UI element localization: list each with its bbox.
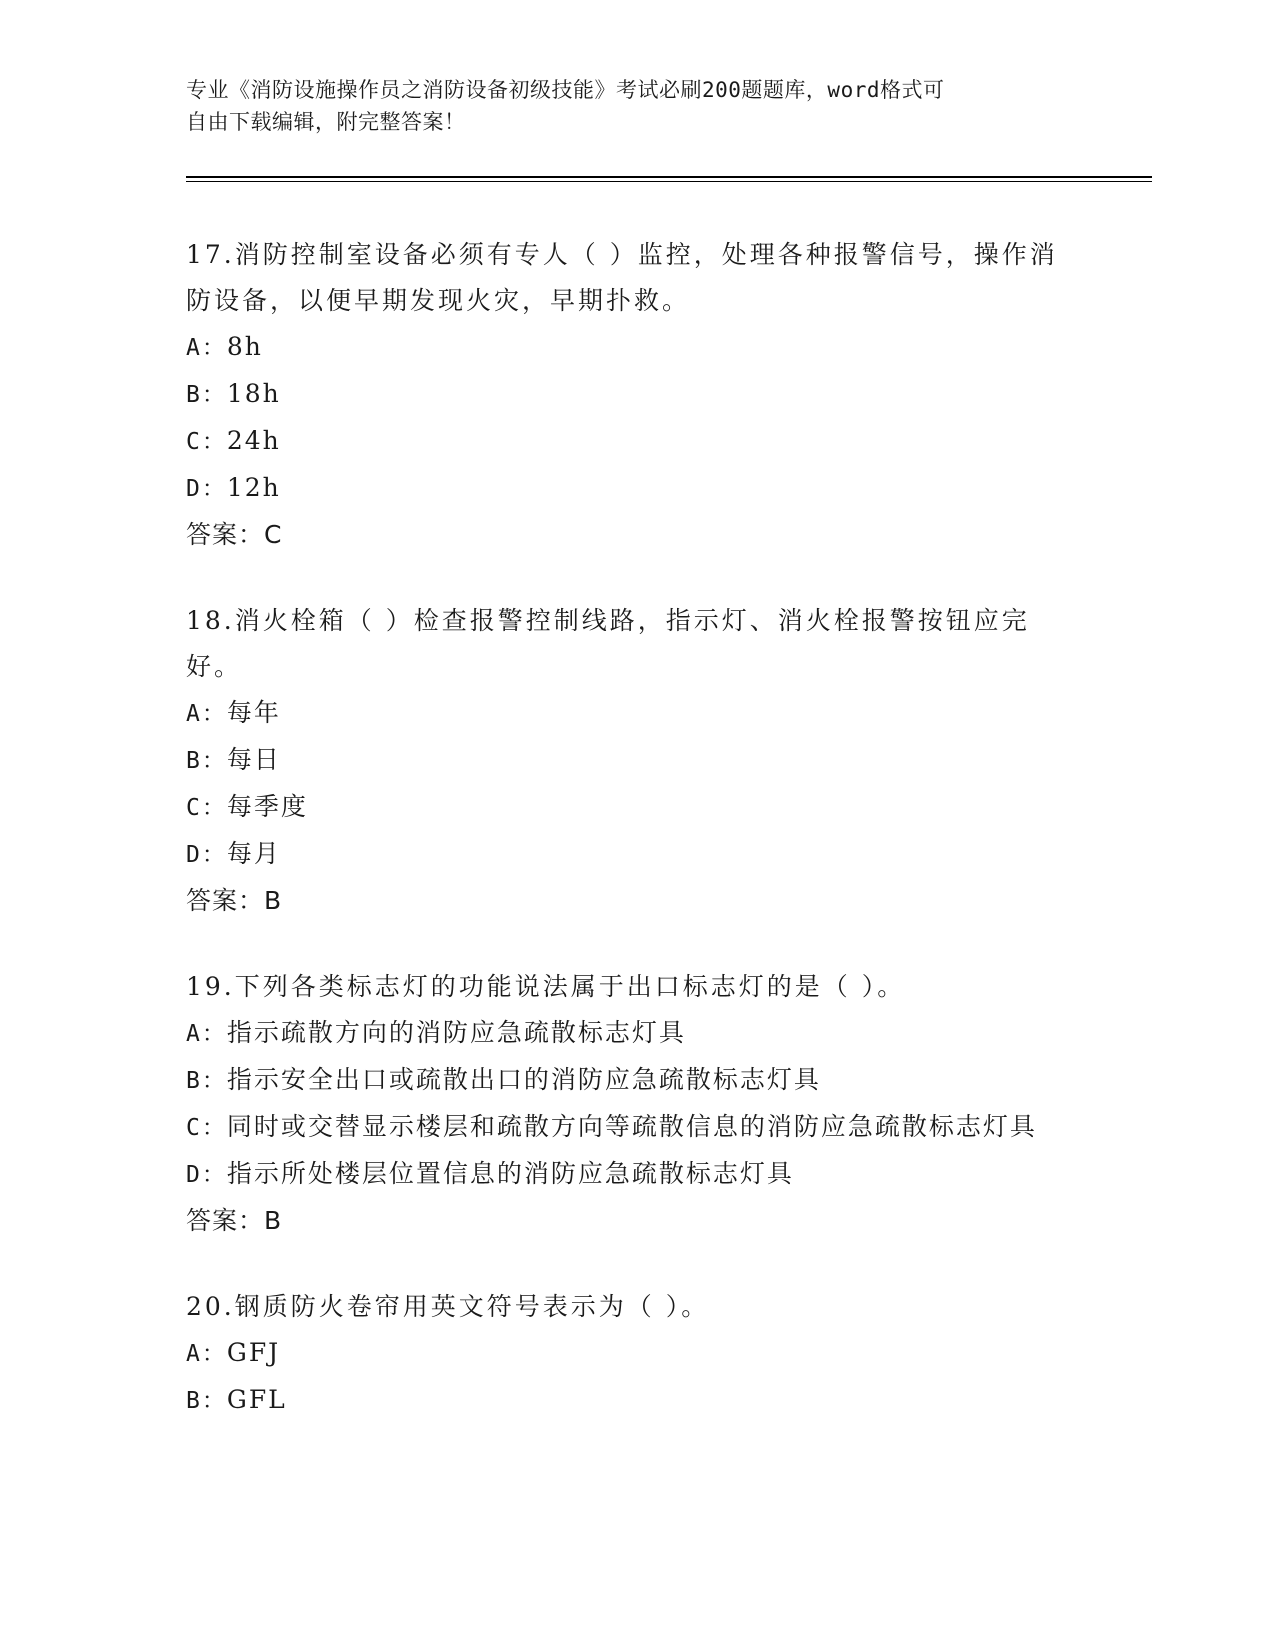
document-header	[186, 74, 1066, 138]
option-c	[186, 784, 1066, 831]
question-list	[186, 232, 1066, 1466]
option-text: 指示所处楼层位置信息的消防应急疏散标志灯具	[226, 1159, 794, 1188]
header-line-1: 专业《消防设施操作员之消防设备初级技能》考试必刷200题题库，word格式可	[186, 78, 945, 102]
option-text: 指示安全出口或疏散出口的消防应急疏散标志灯具	[226, 1065, 821, 1094]
answer-line: 答案：B	[186, 1206, 283, 1235]
question-20	[186, 1284, 1066, 1424]
option-d	[186, 1151, 1066, 1198]
option-d	[186, 465, 1066, 512]
option-key: A：	[186, 1021, 227, 1047]
option-key: C：	[186, 429, 227, 455]
option-key: A：	[186, 1341, 227, 1367]
question-17	[186, 232, 1066, 558]
option-text: 同时或交替显示楼层和疏散方向等疏散信息的消防应急疏散标志灯具	[226, 1112, 1037, 1141]
option-text: 12h	[226, 473, 281, 502]
option-key: B：	[186, 1068, 227, 1094]
option-key: B：	[186, 1388, 227, 1414]
option-text: 每日	[226, 745, 281, 774]
option-key: A：	[186, 335, 227, 361]
option-key: A：	[186, 701, 227, 727]
option-text: 24h	[226, 426, 281, 455]
option-key: D：	[186, 1162, 227, 1188]
option-key: C：	[186, 795, 227, 821]
option-a	[186, 690, 1066, 737]
option-b	[186, 371, 1066, 418]
question-18	[186, 598, 1066, 924]
question-stem: 20.钢质防火卷帘用英文符号表示为（ ）。	[186, 1292, 710, 1321]
option-text: 8h	[226, 332, 263, 361]
answer-line: 答案：C	[186, 520, 283, 549]
question-19	[186, 964, 1066, 1244]
question-stem: 19.下列各类标志灯的功能说法属于出口标志灯的是（ ）。	[186, 972, 906, 1001]
question-stem: 17.消防控制室设备必须有专人（ ）监控，处理各种报警信号，操作消防设备，以便早期发现火灾，早期扑救。	[186, 240, 1058, 315]
option-text: GFJ	[226, 1338, 281, 1367]
option-text: 每年	[226, 698, 281, 727]
option-key: D：	[186, 842, 227, 868]
option-a	[186, 1330, 1066, 1377]
option-b	[186, 737, 1066, 784]
option-c	[186, 1104, 1066, 1151]
option-c	[186, 418, 1066, 465]
option-key: D：	[186, 476, 227, 502]
option-text: 18h	[226, 379, 281, 408]
answer-line: 答案：B	[186, 886, 283, 915]
option-b	[186, 1057, 1066, 1104]
option-text: 指示疏散方向的消防应急疏散标志灯具	[226, 1018, 686, 1047]
option-b	[186, 1377, 1066, 1424]
header-divider-thick	[186, 176, 1152, 178]
header-divider-thin	[186, 181, 1152, 182]
option-text: 每季度	[226, 792, 308, 821]
question-stem: 18.消火栓箱（ ）检查报警控制线路，指示灯、消火栓报警按钮应完好。	[186, 606, 1030, 681]
option-key: B：	[186, 382, 227, 408]
option-text: GFL	[226, 1385, 287, 1414]
option-d	[186, 831, 1066, 878]
option-a	[186, 1010, 1066, 1057]
option-key: C：	[186, 1115, 227, 1141]
option-text: 每月	[226, 839, 281, 868]
header-line-2: 自由下载编辑，附完整答案！	[186, 110, 466, 134]
option-key: B：	[186, 748, 227, 774]
option-a	[186, 324, 1066, 371]
